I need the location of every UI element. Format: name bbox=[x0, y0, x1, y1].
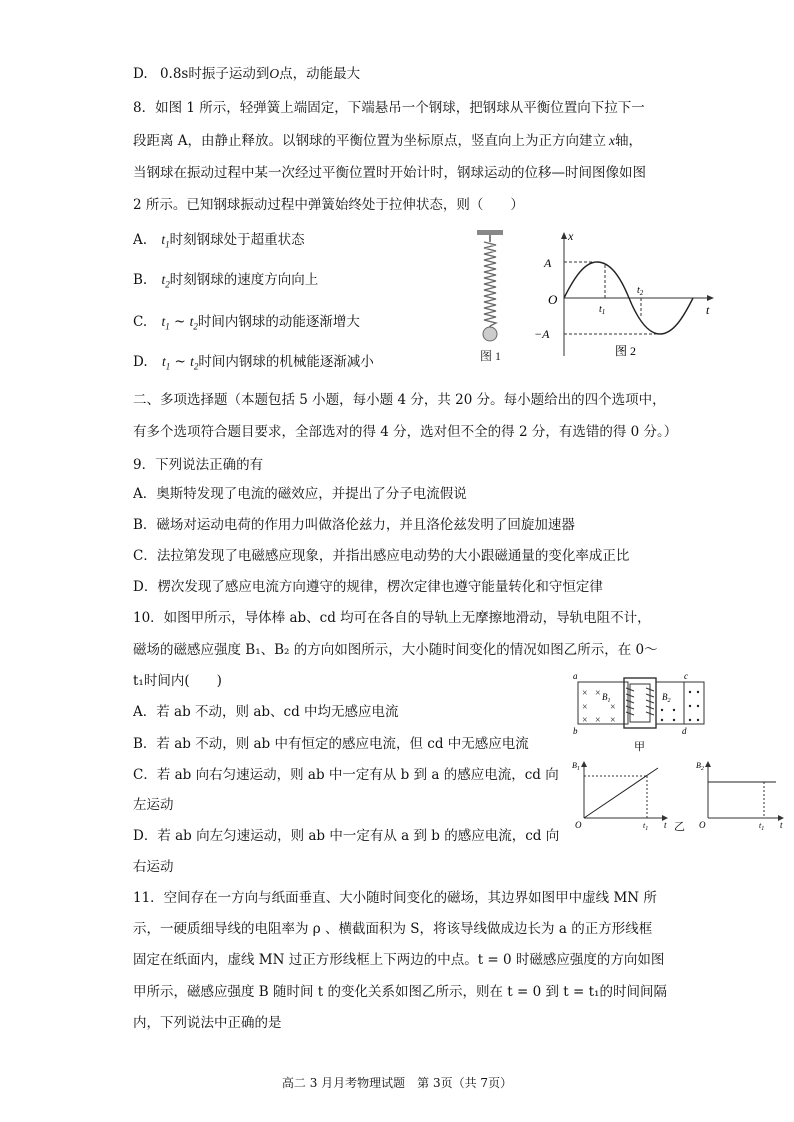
b1-graph-label: $B_1$ bbox=[572, 761, 580, 772]
b1-graph-t1: $t_1$ bbox=[643, 821, 649, 830]
t-axis-arrow bbox=[707, 295, 714, 301]
q10-option-a: A．若 ab 不动，则 ab、cd 中均无感应电流 bbox=[133, 704, 399, 720]
ceiling-bar bbox=[477, 230, 503, 235]
q10-stem-line: t₁时间内( ) bbox=[133, 673, 222, 689]
label-c: c bbox=[684, 671, 688, 681]
figure-2-xt-graph bbox=[530, 228, 720, 363]
b2-graph-t1: $t_1$ bbox=[759, 821, 765, 830]
q8-stem-line: 8．如图 1 所示，轻弹簧上端固定，下端悬吊一个钢球，把钢球从平衡位置向下拉下一 bbox=[133, 100, 645, 116]
b2-graph-y-arrow bbox=[705, 761, 711, 767]
svg-text:×: × bbox=[610, 715, 616, 726]
figure-2-caption: 图 2 bbox=[615, 344, 637, 358]
q11-stem-line: 11．空间存在一方向与纸面垂直、大小随时间变化的磁场，其边界如图甲中虚线 MN 所 bbox=[133, 890, 657, 906]
q9-option-a: A．奥斯特发现了电流的磁效应，并提出了分子电流假说 bbox=[133, 486, 467, 502]
q9-option-d: D．楞次发现了感应电流方向遵守的规律，楞次定律也遵守能量转化和守恒定律 bbox=[133, 579, 603, 595]
svg-text:×: × bbox=[610, 702, 616, 713]
label-origin: O bbox=[548, 292, 558, 307]
q8-stem-line: 当钢球在振动过程中某一次经过平衡位置时开始计时，钢球运动的位移—时间图像如图 bbox=[133, 165, 646, 181]
figure-jia-caption: 甲 bbox=[634, 741, 645, 753]
b1-graph-t-label: t bbox=[664, 820, 667, 830]
q11-stem-line: 固定在纸面内，虚线 MN 过正方形线框上下两边的中点。t = 0 时磁感应强度的方向如图 bbox=[133, 952, 665, 968]
label-a: a bbox=[573, 671, 578, 681]
section-2-heading: 有多个选项符合题目要求，全部选对的得 4 分，选对但不全的得 2 分，有选错的得 0 分。） bbox=[133, 424, 678, 440]
figure-yi-caption: 乙 bbox=[674, 820, 685, 833]
figure-yi-b2-graph bbox=[692, 758, 790, 830]
q10-option-b: B．若 ab 不动，则 ab 中有恒定的感应电流，但 cd 中无感应电流 bbox=[133, 736, 529, 752]
b1-graph-origin: O bbox=[575, 820, 582, 830]
b2-graph-origin: O bbox=[699, 820, 706, 830]
figure-1-spring bbox=[470, 228, 510, 373]
figure-yi-b1-graph bbox=[568, 758, 673, 830]
q10-option-c: C．若 ab 向右匀速运动，则 ab 中一定有从 b 到 a 的感应电流，cd 向 bbox=[133, 767, 559, 783]
svg-text:×: × bbox=[582, 715, 588, 726]
label-b1: $B_1$ bbox=[602, 692, 611, 704]
figure-jia-rails bbox=[570, 670, 710, 755]
page-footer: 高二 3 月月考物理试题 第 3页（共 7页） bbox=[281, 1076, 513, 1090]
q8-option-c: C. $t_1$ ~ $t_2$时间内钢球的动能逐渐增大 bbox=[133, 314, 360, 332]
q10-stem-line: 磁场的磁感应强度 B₁、B₂ 的方向如图所示，大小随时间变化的情况如图乙所示，在 0～ bbox=[133, 642, 658, 658]
q10-stem-line: 10．如图甲所示，导体棒 ab、cd 均可在各自的导轨上无摩擦地滑动，导轨电阻不计， bbox=[133, 610, 651, 626]
q7-option-d: D. 0.8s时振子运动到O点，动能最大 bbox=[133, 66, 361, 82]
b2-graph-t-label: t bbox=[780, 820, 783, 830]
b1-field-crosses bbox=[582, 688, 616, 726]
section-2-heading: 二、多项选择题（本题包括 5 小题，每小题 4 分，共 20 分。每小题给出的四个选项中， bbox=[133, 392, 666, 408]
svg-text:×: × bbox=[582, 688, 588, 699]
q8-stem-line: 段距离 A，由静止释放。以钢球的平衡位置为坐标原点，竖直向上为正方向建立 x轴， bbox=[133, 133, 643, 149]
q8-option-a: A. $t_1$时刻钢球处于超重状态 bbox=[133, 232, 305, 250]
q8-option-b: B. $t_2$时刻钢球的速度方向向上 bbox=[133, 272, 319, 290]
label-b2: $B_2$ bbox=[662, 692, 671, 704]
steel-ball bbox=[483, 327, 497, 341]
q10-option-c-cont: 左运动 bbox=[133, 797, 174, 813]
q11-stem-line: 内，下列说法中正确的是 bbox=[133, 1015, 282, 1031]
label-t2: $t_2$ bbox=[637, 285, 644, 297]
q9-option-b: B．磁场对运动电荷的作用力叫做洛伦兹力，并且洛伦兹发明了回旋加速器 bbox=[133, 517, 575, 533]
q11-stem-line: 甲所示，磁感应强度 B 随时间 t 的变化关系如图乙所示，则在 t = 0 到 t = t₁的时间间隔 bbox=[133, 984, 667, 1000]
label-b: b bbox=[573, 726, 578, 736]
q9-option-c: C．法拉第发现了电磁感应现象，并指出感应电动势的大小跟磁通量的变化率成正比 bbox=[133, 548, 630, 564]
figure-1-caption: 图 1 bbox=[480, 349, 502, 363]
q11-stem-line: 示，一硬质细导线的电阻率为 ρ 、横截面积为 S，将该导线做成边长为 a 的正方形线框 bbox=[133, 921, 653, 937]
svg-text:×: × bbox=[582, 702, 588, 713]
axis-label-t: t bbox=[706, 303, 710, 317]
label-neg-A: −A bbox=[534, 327, 550, 341]
right-rail-box bbox=[656, 682, 704, 724]
spring-coil bbox=[484, 242, 496, 326]
q10-option-d: D．若 ab 向左匀速运动，则 ab 中一定有从 a 到 b 的感应电流，cd 向 bbox=[133, 828, 560, 844]
svg-text:×: × bbox=[595, 715, 601, 726]
svg-text:×: × bbox=[595, 688, 601, 699]
label-t1: $t_1$ bbox=[599, 304, 606, 316]
b2-graph-label: $B_2$ bbox=[696, 761, 704, 772]
q9-stem: 9．下列说法正确的有 bbox=[133, 457, 264, 473]
axis-label-x: x bbox=[568, 229, 574, 243]
x-axis-arrow bbox=[561, 232, 567, 239]
q8-option-d: D. $t_1$ ~ $t_2$时间内钢球的机械能逐渐减小 bbox=[133, 354, 374, 372]
q8-stem-line: 2 所示。已知钢球振动过程中弹簧始终处于拉伸状态，则（ ） bbox=[133, 197, 524, 213]
b1-graph-y-arrow bbox=[581, 761, 587, 767]
q10-option-d-cont: 右运动 bbox=[133, 859, 174, 875]
label-A: A bbox=[544, 256, 552, 270]
label-d: d bbox=[682, 726, 687, 736]
